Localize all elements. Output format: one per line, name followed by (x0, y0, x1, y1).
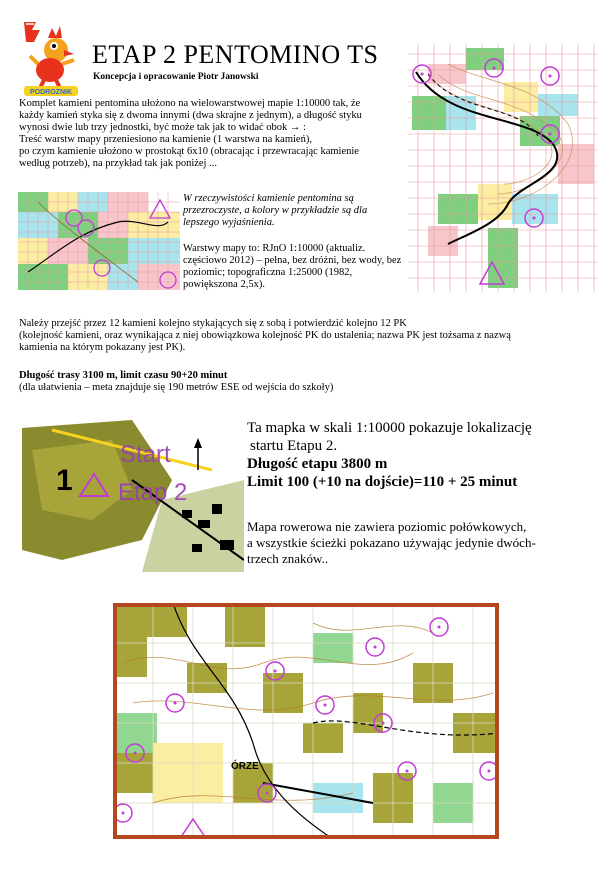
task-paragraph (19, 318, 599, 354)
task-line: (kolejność kamieni, oraz wynikająca z niej obowiązkowa kolejność PK do ustalenia; nazwa PK jest tożsama z nazwą (19, 330, 511, 341)
start-location-map (22, 420, 244, 572)
route-info (19, 370, 599, 394)
start-map-number: 1 (56, 464, 73, 497)
intro-line: po czym kamienie ułożono w prostokąt 6x10 (obracając i przewracając kamienie (19, 146, 359, 157)
intro-line: każdy kamień styka się z dwoma innymi (dwa skrajne z jednym), a długość styku (19, 110, 362, 121)
etap-label: Etap 2 (118, 479, 188, 506)
intro-line: wynosi dwie lub trzy jednostki, być może tak jak to widać obok → : (19, 122, 306, 133)
page-title: ETAP 2 PENTOMINO TS (92, 40, 379, 69)
bike-map-note (247, 519, 597, 567)
bike-line: trzech znaków.. (247, 551, 329, 566)
stage-info (247, 419, 597, 491)
map-layers-note: Warstwy mapy to: RJnO 1:10000 (aktualiz. częściowo 2012) – pełna, bez dróżni, bez wody, bez poziomic; topograficzna 1:25000 (1982, powiększona 2,5x). (183, 243, 402, 290)
bike-line: Mapa rowerowa nie zawiera poziomic połówkowych, (247, 519, 527, 534)
logo-text: PODROZNIK (30, 89, 72, 96)
intro-line: Komplet kamieni pentomina ułożono na wielowarstwowej mapie 1:10000 tak, że (19, 98, 361, 109)
start-label: Start (120, 441, 171, 468)
transparency-note: W rzeczywistości kamienie pentomina są przezroczyste, a kolory w przykładzie są dla lepszego wyjaśnienia. (183, 193, 368, 228)
intro-paragraph (19, 98, 404, 170)
stage-info-line: Ta mapka w skali 1:10000 pokazuje lokalizację (247, 420, 532, 436)
intro-line: według potrzeb), na przykład tak jak poniżej ... (19, 158, 217, 169)
stage-limit: Limit 100 (+10 na dojście)=110 + 25 minut (247, 474, 518, 490)
route-hint: (dla ułatwienia – meta znajduje się 190 metrów ESE od wejścia do szkoły) (19, 382, 334, 393)
pentomino-layout-map (408, 44, 598, 292)
village-label: ÓRZE (231, 761, 259, 772)
bike-line: a wszystkie ścieżki pokazano używając jedynie dwóch- (247, 535, 536, 550)
intro-line: Treść warstw mapy przeniesiono na kamienie (1 warstwa na kamień), (19, 134, 312, 145)
pentomino-example-map (18, 192, 180, 290)
pentomino-main-map (113, 603, 499, 839)
page-subtitle: Koncepcja i opracowanie Piotr Janowski (93, 72, 259, 82)
task-line: Należy przejść przez 12 kamieni kolejno stykających się z sobą i potwierdzić kolejno 12 PK (19, 318, 407, 329)
podroznik-logo (20, 20, 82, 102)
stage-length: Długość etapu 3800 m (247, 456, 388, 472)
task-line: kamienia na którym pokazany jest PK). (19, 342, 186, 353)
route-length: Długość trasy 3100 m, limit czasu 90+20 minut (19, 370, 228, 381)
stage-info-line: startu Etapu 2. (250, 438, 338, 454)
